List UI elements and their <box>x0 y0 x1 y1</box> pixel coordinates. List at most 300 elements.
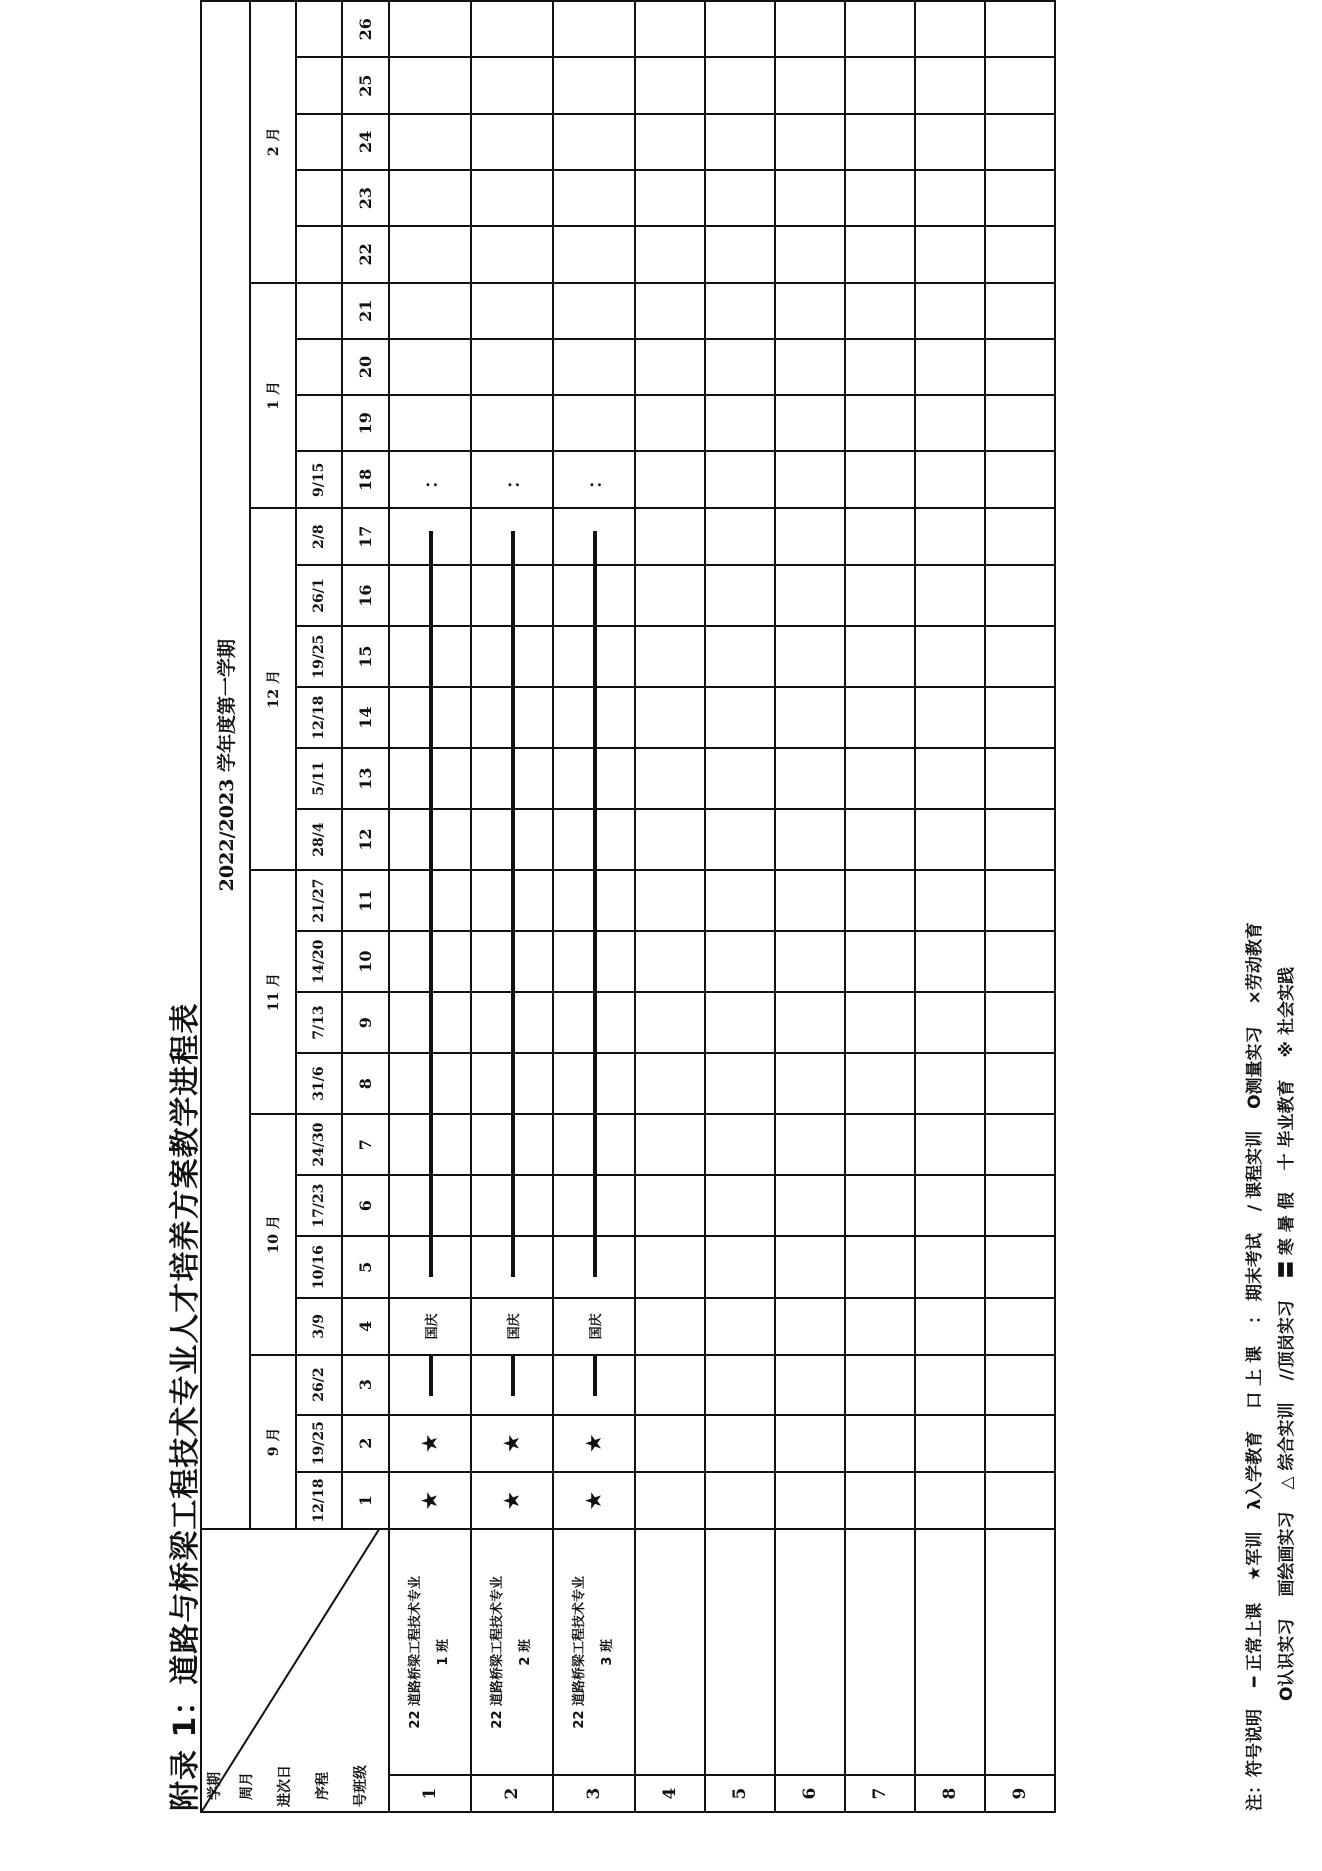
schedule-cell <box>389 1355 471 1415</box>
schedule-cell <box>389 687 471 748</box>
week-number: 5 <box>342 1236 389 1298</box>
date-cell: 28/4 <box>296 809 342 870</box>
schedule-cell <box>775 451 845 508</box>
schedule-cell <box>705 1355 775 1415</box>
schedule-cell <box>553 339 635 395</box>
class-bar <box>593 810 597 870</box>
corner-label: 周月 <box>239 1772 255 1800</box>
schedule-cell <box>553 1236 635 1298</box>
class-name-cell <box>471 1529 553 1775</box>
schedule-cell <box>845 1355 915 1415</box>
schedule-cell <box>389 565 471 626</box>
schedule-cell <box>705 451 775 508</box>
schedule-cell <box>915 1 985 57</box>
legend-item: 〓 寒 暑 假 <box>1277 1192 1297 1279</box>
schedule-cell <box>635 339 705 395</box>
date-cell: 26/1 <box>296 565 342 626</box>
corner-labels <box>204 1765 388 1807</box>
date-cell: 14/20 <box>296 931 342 992</box>
schedule-cell <box>389 1175 471 1236</box>
schedule-cell <box>553 1 635 57</box>
schedule-cell <box>389 1053 471 1114</box>
week-number: 1 <box>342 1472 389 1529</box>
week-number: 17 <box>342 508 389 565</box>
class-bar <box>511 871 515 931</box>
schedule-cell <box>985 114 1055 170</box>
legend-line-2 <box>1272 945 1297 1701</box>
schedule-cell <box>845 748 915 809</box>
date-cell: 7/13 <box>296 992 342 1053</box>
date-cell <box>296 283 342 339</box>
schedule-cell <box>635 283 705 339</box>
schedule-cell <box>845 114 915 170</box>
legend-item: 画绘画实习 <box>1277 1511 1297 1597</box>
star-icon: ★ <box>581 1433 607 1454</box>
schedule-cell <box>845 809 915 870</box>
schedule-cell <box>635 1298 705 1354</box>
schedule-cell <box>635 226 705 282</box>
month-header: 10 月 <box>250 1114 296 1354</box>
schedule-cell <box>635 57 705 113</box>
holiday-label: 国庆 <box>506 1313 522 1340</box>
schedule-cell <box>553 1415 635 1472</box>
table-row <box>915 1 985 1812</box>
schedule-cell <box>915 687 985 748</box>
date-cell: 17/23 <box>296 1175 342 1236</box>
schedule-cell <box>389 1298 471 1354</box>
schedule-cell <box>845 870 915 931</box>
schedule-cell <box>775 1053 845 1114</box>
schedule-cell <box>985 451 1055 508</box>
schedule-cell <box>915 1114 985 1175</box>
schedule-cell <box>553 870 635 931</box>
class-bar <box>429 993 433 1053</box>
schedule-cell <box>389 931 471 992</box>
week-number: 21 <box>342 283 389 339</box>
schedule-cell <box>471 57 553 113</box>
schedule-cell <box>985 508 1055 565</box>
class-bar <box>593 566 597 626</box>
month-header: 12 月 <box>250 508 296 870</box>
schedule-cell <box>635 114 705 170</box>
legend-item: 注：符号说明 <box>1245 1709 1265 1811</box>
date-cell: 19/25 <box>296 626 342 687</box>
schedule-cell <box>389 1415 471 1472</box>
date-cell: 19/25 <box>296 1415 342 1472</box>
schedule-cell <box>775 1236 845 1298</box>
class-bar <box>511 1054 515 1114</box>
row-number: 7 <box>845 1775 915 1812</box>
schedule-cell <box>775 226 845 282</box>
schedule-cell <box>915 931 985 992</box>
schedule-cell <box>705 283 775 339</box>
row-number: 6 <box>775 1775 845 1812</box>
week-number: 23 <box>342 170 389 226</box>
schedule-cell <box>635 170 705 226</box>
schedule-cell <box>635 870 705 931</box>
schedule-cell <box>775 395 845 451</box>
week-number: 11 <box>342 870 389 931</box>
table-row <box>985 1 1055 1812</box>
term-header: 2022/2023 学年度第一学期 <box>201 1 250 1529</box>
schedule-cell <box>471 1236 553 1298</box>
schedule-cell <box>775 57 845 113</box>
date-cell: 5/11 <box>296 748 342 809</box>
schedule-cell <box>635 1114 705 1175</box>
class-name-cell <box>915 1529 985 1775</box>
class-bar <box>429 1237 433 1277</box>
schedule-table <box>200 0 1056 1813</box>
class-bar <box>511 1176 515 1236</box>
class-bar <box>429 749 433 809</box>
schedule-cell <box>775 170 845 226</box>
schedule-cell <box>775 1175 845 1236</box>
schedule-cell <box>635 508 705 565</box>
schedule-cell <box>775 339 845 395</box>
schedule-cell <box>985 1298 1055 1354</box>
legend-item: ★军训 <box>1245 1531 1265 1581</box>
schedule-cell <box>389 1472 471 1529</box>
schedule-cell <box>775 1298 845 1354</box>
schedule-cell <box>553 1114 635 1175</box>
date-cell: 12/18 <box>296 687 342 748</box>
class-bar <box>429 1115 433 1175</box>
schedule-cell <box>705 170 775 226</box>
week-number: 10 <box>342 931 389 992</box>
table-row <box>845 1 915 1812</box>
schedule-cell <box>985 1472 1055 1529</box>
table-row <box>635 1 705 1812</box>
schedule-cell <box>635 992 705 1053</box>
schedule-cell <box>471 1298 553 1354</box>
schedule-cell <box>635 1472 705 1529</box>
class-bar <box>429 531 433 565</box>
schedule-cell <box>635 565 705 626</box>
class-name-line1: 22 道路桥梁工程技术专业 <box>408 1575 423 1729</box>
schedule-cell <box>775 1355 845 1415</box>
schedule-cell <box>389 1114 471 1175</box>
schedule-cell <box>985 57 1055 113</box>
class-bar <box>511 688 515 748</box>
class-bar <box>511 993 515 1053</box>
schedule-cell <box>775 1415 845 1472</box>
schedule-cell <box>705 1175 775 1236</box>
schedule-cell <box>471 809 553 870</box>
schedule-cell <box>845 1236 915 1298</box>
schedule-cell <box>845 508 915 565</box>
schedule-cell <box>553 114 635 170</box>
legend-line-1 <box>1240 900 1265 1811</box>
schedule-cell <box>635 1 705 57</box>
corner-label: 学期 <box>207 1772 223 1800</box>
schedule-cell <box>635 451 705 508</box>
schedule-cell <box>471 283 553 339</box>
schedule-cell <box>471 565 553 626</box>
schedule-cell <box>775 565 845 626</box>
schedule-cell <box>985 870 1055 931</box>
schedule-cell <box>985 931 1055 992</box>
schedule-cell <box>915 170 985 226</box>
class-name-cell <box>845 1529 915 1775</box>
legend-item: ━ 正常上课 <box>1245 1602 1265 1687</box>
schedule-cell <box>845 283 915 339</box>
schedule-cell <box>845 1415 915 1472</box>
schedule-cell <box>915 870 985 931</box>
schedule-cell <box>985 809 1055 870</box>
schedule-cell <box>635 748 705 809</box>
table-row <box>705 1 775 1812</box>
schedule-cell <box>845 451 915 508</box>
schedule-cell <box>775 748 845 809</box>
holiday-label: 国庆 <box>424 1313 440 1340</box>
month-header: 9 月 <box>250 1355 296 1530</box>
class-name-line1: 22 道路桥梁工程技术专业 <box>490 1575 505 1729</box>
week-number: 24 <box>342 114 389 170</box>
schedule-cell <box>705 114 775 170</box>
class-bar <box>511 1356 515 1396</box>
corner-label: 号班级 <box>353 1765 369 1807</box>
schedule-cell <box>915 748 985 809</box>
schedule-cell <box>845 170 915 226</box>
schedule-cell <box>389 992 471 1053</box>
schedule-cell <box>845 626 915 687</box>
schedule-cell <box>471 1 553 57</box>
date-cell: 10/16 <box>296 1236 342 1298</box>
class-name-cell <box>553 1529 635 1775</box>
schedule-cell <box>471 748 553 809</box>
schedule-cell <box>775 687 845 748</box>
schedule-cell <box>471 870 553 931</box>
schedule-cell <box>635 1053 705 1114</box>
schedule-cell <box>553 1053 635 1114</box>
table-row <box>471 1 553 1812</box>
corner-label: 序程 <box>315 1772 331 1800</box>
schedule-cell <box>389 57 471 113</box>
date-cell: 9/15 <box>296 451 342 508</box>
schedule-cell <box>915 1415 985 1472</box>
legend-item: ※ 社会实践 <box>1277 966 1297 1058</box>
schedule-cell <box>471 931 553 992</box>
schedule-cell <box>705 931 775 992</box>
row-number: 3 <box>553 1775 635 1812</box>
schedule-cell <box>985 1 1055 57</box>
schedule-cell <box>915 283 985 339</box>
star-icon: ★ <box>499 1490 525 1511</box>
class-name-line2: 3 班 <box>600 1638 615 1666</box>
schedule-cell <box>705 626 775 687</box>
schedule-cell <box>775 626 845 687</box>
class-bar <box>593 1054 597 1114</box>
schedule-cell <box>915 451 985 508</box>
schedule-cell <box>471 1114 553 1175</box>
schedule-cell <box>705 226 775 282</box>
week-number: 16 <box>342 565 389 626</box>
schedule-cell <box>471 226 553 282</box>
class-name-line2: 1 班 <box>436 1638 451 1666</box>
schedule-cell <box>471 508 553 565</box>
schedule-cell <box>553 170 635 226</box>
row-number: 1 <box>389 1775 471 1812</box>
schedule-cell <box>845 1175 915 1236</box>
schedule-cell <box>553 57 635 113</box>
schedule-cell <box>845 1053 915 1114</box>
schedule-cell <box>775 870 845 931</box>
schedule-cell <box>915 626 985 687</box>
schedule-cell <box>553 283 635 339</box>
week-number: 8 <box>342 1053 389 1114</box>
schedule-cell <box>471 1175 553 1236</box>
legend-item: 十 毕业教育 <box>1277 1079 1297 1171</box>
legend-item: ： 期末考试 <box>1245 1233 1265 1324</box>
legend-item: ×劳动教育 <box>1245 922 1265 1005</box>
schedule-cell <box>775 1114 845 1175</box>
schedule-cell <box>915 992 985 1053</box>
corner-label: 进次日 <box>277 1765 293 1807</box>
schedule-cell <box>915 114 985 170</box>
schedule-cell <box>845 992 915 1053</box>
schedule-cell <box>915 1298 985 1354</box>
date-cell <box>296 339 342 395</box>
class-name-line2: 2 班 <box>518 1638 533 1666</box>
schedule-cell <box>845 931 915 992</box>
class-bar <box>429 1356 433 1396</box>
schedule-cell <box>389 395 471 451</box>
schedule-cell <box>553 809 635 870</box>
schedule-cell <box>635 395 705 451</box>
month-header: 2 月 <box>250 1 296 283</box>
legend-item: O认识实习 <box>1277 1618 1297 1701</box>
schedule-cell <box>845 339 915 395</box>
schedule-cell <box>845 1472 915 1529</box>
date-cell: 26/2 <box>296 1355 342 1415</box>
star-icon: ★ <box>417 1490 443 1511</box>
exam-mark: ： <box>421 470 442 489</box>
month-header: 11 月 <box>250 870 296 1114</box>
week-number: 2 <box>342 1415 389 1472</box>
class-bar <box>593 688 597 748</box>
class-bar <box>511 566 515 626</box>
schedule-cell <box>471 114 553 170</box>
class-bar <box>593 1356 597 1396</box>
schedule-cell <box>705 339 775 395</box>
class-bar <box>429 566 433 626</box>
week-number: 6 <box>342 1175 389 1236</box>
schedule-cell <box>553 1472 635 1529</box>
schedule-cell <box>705 687 775 748</box>
date-cell: 31/6 <box>296 1053 342 1114</box>
class-bar <box>593 627 597 687</box>
row-number: 5 <box>705 1775 775 1812</box>
schedule-cell <box>471 339 553 395</box>
schedule-cell <box>775 508 845 565</box>
legend-item: λ入学教育 <box>1245 1430 1265 1510</box>
class-name-cell <box>635 1529 705 1775</box>
schedule-cell <box>915 57 985 113</box>
schedule-cell <box>471 1355 553 1415</box>
schedule-cell <box>845 1114 915 1175</box>
schedule-cell <box>985 565 1055 626</box>
schedule-cell <box>915 1355 985 1415</box>
schedule-cell <box>635 1355 705 1415</box>
star-icon: ★ <box>417 1433 443 1454</box>
class-bar <box>511 932 515 992</box>
schedule-cell <box>635 626 705 687</box>
week-number: 12 <box>342 809 389 870</box>
schedule-cell <box>985 1236 1055 1298</box>
date-cell <box>296 226 342 282</box>
schedule-cell <box>471 1472 553 1529</box>
schedule-cell <box>775 992 845 1053</box>
schedule-cell <box>775 809 845 870</box>
schedule-cell <box>389 809 471 870</box>
date-cell <box>296 114 342 170</box>
corner-header <box>201 1529 389 1812</box>
schedule-cell <box>845 1298 915 1354</box>
schedule-cell <box>985 1415 1055 1472</box>
schedule-cell <box>389 508 471 565</box>
schedule-cell <box>985 339 1055 395</box>
legend-item: O测量实习 <box>1245 1026 1265 1109</box>
schedule-cell <box>985 626 1055 687</box>
schedule-cell <box>915 565 985 626</box>
schedule-cell <box>915 1175 985 1236</box>
week-number: 26 <box>342 1 389 57</box>
schedule-cell <box>915 1053 985 1114</box>
row-number: 2 <box>471 1775 553 1812</box>
schedule-cell <box>915 1236 985 1298</box>
star-icon: ★ <box>581 1490 607 1511</box>
schedule-cell <box>635 687 705 748</box>
schedule-cell <box>775 1 845 57</box>
class-bar <box>593 531 597 565</box>
schedule-cell <box>553 626 635 687</box>
page-title: 附录 1：道路与桥梁工程技术专业人才培养方案教学进程表 <box>168 1002 203 1811</box>
schedule-cell <box>705 870 775 931</box>
schedule-cell <box>389 748 471 809</box>
schedule-cell <box>845 395 915 451</box>
schedule-cell <box>705 1415 775 1472</box>
schedule-cell <box>471 626 553 687</box>
schedule-cell <box>553 1355 635 1415</box>
schedule-cell <box>775 114 845 170</box>
class-name-cell <box>389 1529 471 1775</box>
date-cell <box>296 57 342 113</box>
schedule-cell <box>389 626 471 687</box>
class-bar <box>593 993 597 1053</box>
class-bar <box>593 871 597 931</box>
date-cell: 24/30 <box>296 1114 342 1175</box>
date-cell <box>296 1 342 57</box>
schedule-cell <box>705 809 775 870</box>
class-bar <box>429 1176 433 1236</box>
schedule-cell <box>471 1415 553 1472</box>
schedule-cell <box>389 451 471 508</box>
class-bar <box>593 1176 597 1236</box>
schedule-cell <box>389 870 471 931</box>
schedule-cell <box>553 1175 635 1236</box>
schedule-cell <box>915 508 985 565</box>
schedule-cell <box>553 226 635 282</box>
date-cell: 2/8 <box>296 508 342 565</box>
schedule-cell <box>389 1 471 57</box>
schedule-cell <box>705 1298 775 1354</box>
schedule-cell <box>705 57 775 113</box>
table-row <box>553 1 635 1812</box>
schedule-cell <box>705 1053 775 1114</box>
schedule-cell <box>985 1114 1055 1175</box>
week-number: 9 <box>342 992 389 1053</box>
schedule-cell <box>915 339 985 395</box>
